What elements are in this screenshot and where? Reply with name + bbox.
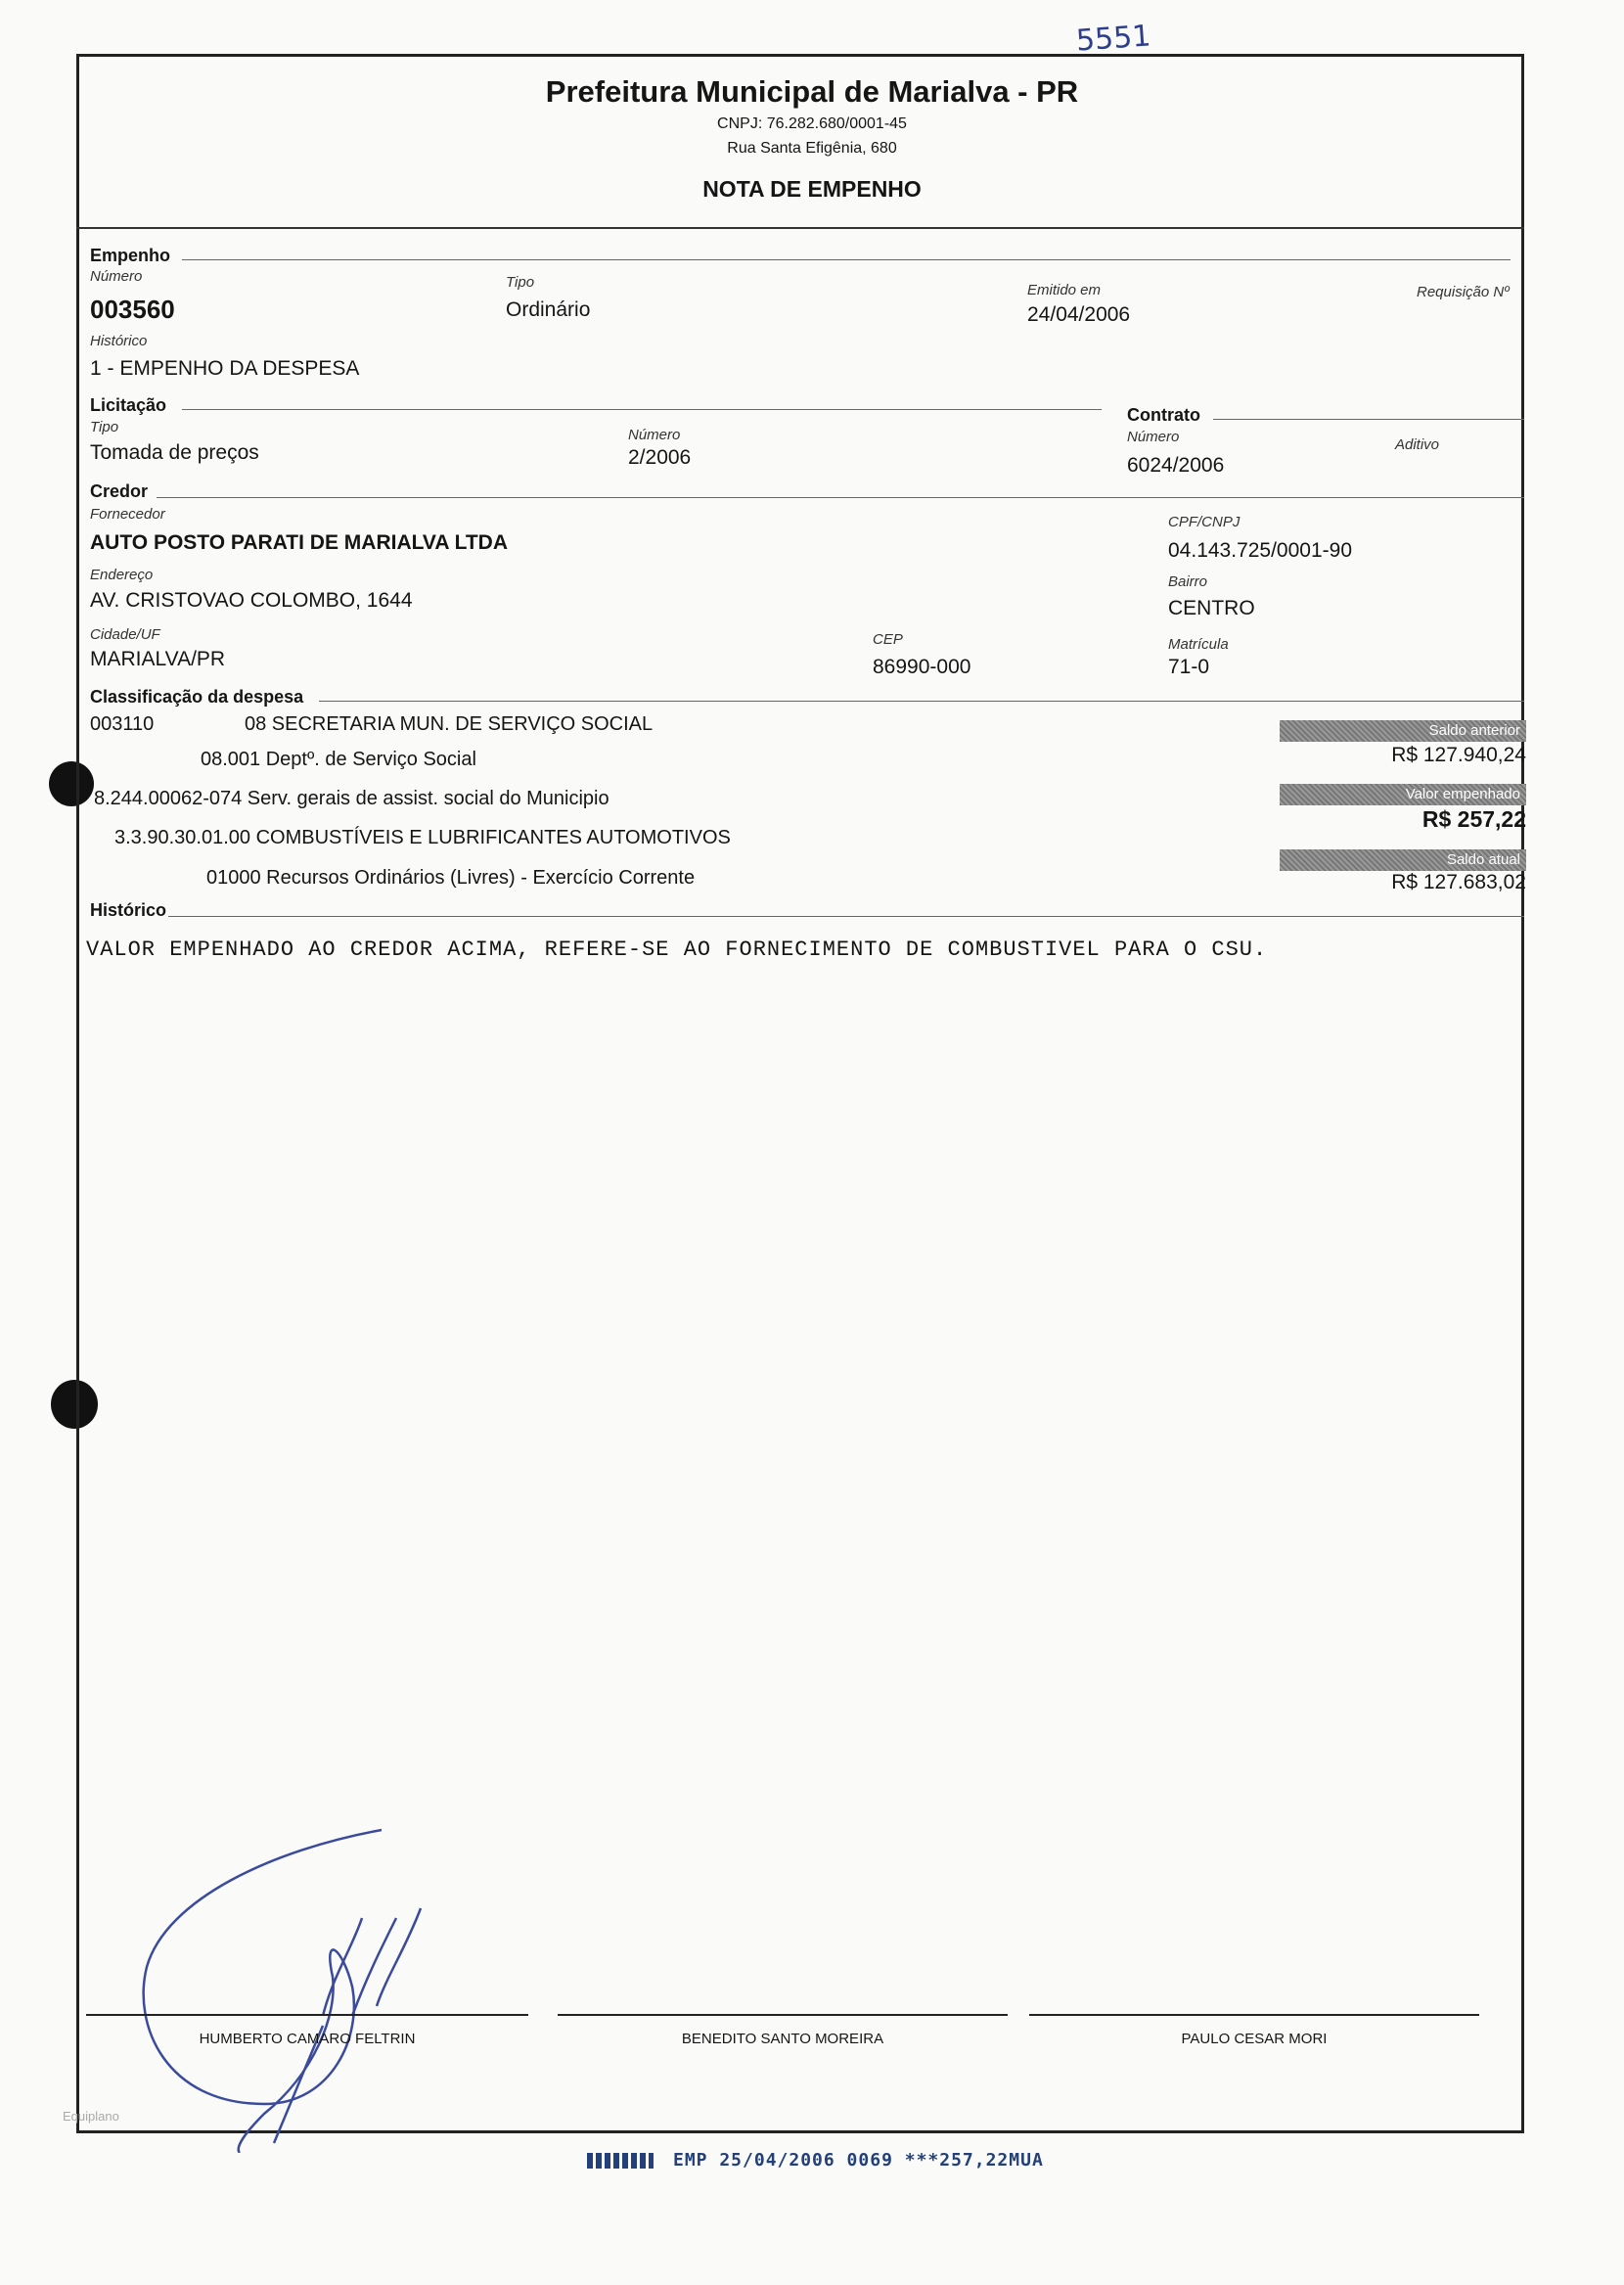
licitacao-numero: 2/2006	[628, 446, 692, 469]
section-classificacao-rule	[319, 701, 1524, 702]
section-empenho-rule	[182, 259, 1511, 260]
saldo-atual-label: Saldo atual	[1280, 849, 1526, 871]
credor-cidade-label: Cidade/UF	[90, 626, 160, 643]
signatory-2: BENEDITO SANTO MOREIRA	[681, 2031, 884, 2047]
classificacao-line2: 08.001 Deptº. de Serviço Social	[201, 749, 476, 770]
section-classificacao: Classificação da despesa	[90, 687, 304, 707]
municipality-cnpj: CNPJ: 76.282.680/0001-45	[717, 115, 907, 132]
credor-fornecedor-label: Fornecedor	[90, 506, 165, 523]
stamp-mark-icon	[587, 2153, 654, 2169]
classificacao-line1: 08 SECRETARIA MUN. DE SERVIÇO SOCIAL	[245, 713, 654, 735]
section-credor: Credor	[90, 481, 149, 501]
section-licitacao: Licitação	[90, 395, 167, 415]
protocol-stamp: EMP 25/04/2006 0069 ***257,22MUA	[673, 2150, 1044, 2171]
contrato-numero-label: Número	[1127, 429, 1180, 445]
contrato-aditivo-label: Aditivo	[1395, 436, 1440, 453]
signatory-3: PAULO CESAR MORI	[1181, 2031, 1328, 2047]
section-contrato: Contrato	[1127, 405, 1200, 425]
empenho-tipo: Ordinário	[506, 298, 591, 321]
section-historico-rule	[168, 916, 1524, 917]
section-licitacao-rule	[182, 409, 1102, 410]
valor-empenhado-value: R$ 257,22	[1421, 806, 1526, 832]
credor-cidade: MARIALVA/PR	[90, 648, 226, 670]
saldo-anterior-value: R$ 127.940,24	[1391, 744, 1526, 766]
credor-bairro-label: Bairro	[1168, 573, 1208, 590]
municipality-title: Prefeitura Municipal de Marialva - PR	[545, 74, 1079, 109]
credor-endereco: AV. CRISTOVAO COLOMBO, 1644	[90, 589, 413, 612]
credor-cnpj: 04.143.725/0001-90	[1168, 539, 1353, 562]
credor-fornecedor: AUTO POSTO PARATI DE MARIALVA LTDA	[90, 531, 508, 554]
credor-cep: 86990-000	[873, 656, 971, 678]
empenho-emitido-label: Emitido em	[1027, 282, 1102, 298]
classificacao-line5: 01000 Recursos Ordinários (Livres) - Exercício Corrente	[206, 867, 696, 889]
saldo-atual-value: R$ 127.683,02	[1391, 871, 1526, 893]
empenho-historico: 1 - EMPENHO DA DESPESA	[90, 357, 360, 380]
credor-cnpj-label: CPF/CNPJ	[1168, 514, 1241, 530]
credor-endereco-label: Endereço	[90, 567, 154, 583]
empenho-numero-label: Número	[90, 268, 143, 285]
credor-bairro: CENTRO	[1168, 597, 1255, 619]
licitacao-tipo-label: Tipo	[90, 419, 119, 435]
contrato-numero: 6024/2006	[1127, 454, 1225, 477]
handwritten-page-number: 5551	[1074, 19, 1152, 59]
licitacao-tipo: Tomada de preços	[90, 441, 259, 464]
empenho-emitido: 24/04/2006	[1027, 303, 1131, 326]
credor-matricula: 71-0	[1168, 656, 1210, 678]
signature-line-1	[86, 2014, 528, 2016]
classificacao-code: 003110	[90, 713, 155, 735]
empenho-numero: 003560	[90, 295, 175, 324]
software-footer: Equiplano	[63, 2109, 119, 2124]
section-contrato-rule	[1213, 419, 1524, 420]
signatory-1: HUMBERTO CAMARO FELTRIN	[199, 2031, 416, 2047]
historico-text: VALOR EMPENHADO AO CREDOR ACIMA, REFERE-SE AO FORNECIMENTO DE COMBUSTIVEL PARA O CSU.	[86, 937, 1268, 962]
empenho-tipo-label: Tipo	[506, 274, 535, 291]
credor-matricula-label: Matrícula	[1168, 636, 1229, 653]
classificacao-line4: 3.3.90.30.01.00 COMBUSTÍVEIS E LUBRIFICANTES AUTOMOTIVOS	[114, 827, 731, 848]
handwritten-signature	[127, 1820, 538, 2153]
signature-line-2	[558, 2014, 1008, 2016]
section-historico: Histórico	[90, 900, 167, 920]
section-empenho: Empenho	[90, 246, 171, 265]
signature-line-3	[1029, 2014, 1479, 2016]
credor-cep-label: CEP	[873, 631, 903, 648]
empenho-requisicao-label: Requisição Nº	[1417, 284, 1510, 300]
licitacao-numero-label: Número	[628, 427, 681, 443]
saldo-anterior-label: Saldo anterior	[1280, 720, 1526, 742]
document-title: NOTA DE EMPENHO	[702, 176, 922, 202]
empenho-historico-label: Histórico	[90, 333, 148, 349]
classificacao-line3: 8.244.00062-074 Serv. gerais de assist. social do Municipio	[94, 788, 609, 809]
header-divider	[76, 227, 1524, 229]
valor-empenhado-label: Valor empenhado	[1280, 784, 1526, 805]
municipality-address: Rua Santa Efigênia, 680	[727, 140, 897, 157]
section-credor-rule	[157, 497, 1524, 498]
